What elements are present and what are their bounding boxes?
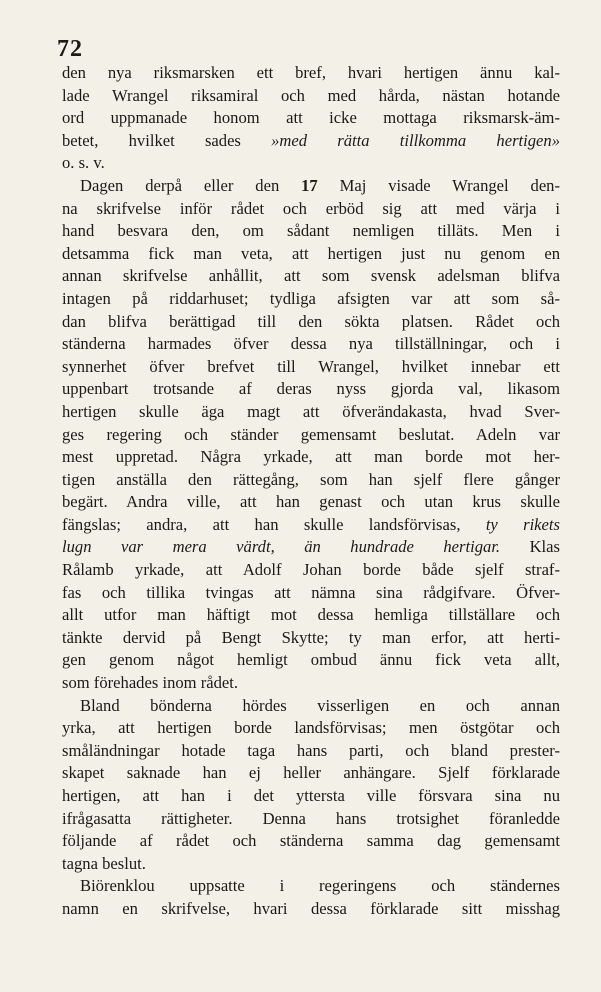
page-number: 72 <box>57 36 83 62</box>
text-line <box>62 627 560 650</box>
text-line <box>62 740 560 763</box>
text-line <box>62 424 560 447</box>
text-line <box>62 152 560 175</box>
text-line <box>62 491 560 514</box>
text-run: begärt. Andra ville, att han genast och utan krus skulle <box>62 492 560 512</box>
text-line <box>62 898 560 921</box>
text-run: ifrågasatta rättigheter. Denna hans trotsighet föranledde <box>62 808 560 828</box>
text-run: hertigen skulle äga magt att öfverändakasta, hvad Sver- <box>62 401 560 421</box>
text-line <box>62 469 560 492</box>
text-line <box>62 175 560 198</box>
text-line <box>62 604 560 627</box>
text-run: tagna beslut. <box>62 853 146 873</box>
text-line <box>62 808 560 831</box>
text-run: som förehades inom rådet. <box>62 673 239 693</box>
text-run: o. s. v. <box>62 153 105 173</box>
text-line <box>62 265 560 288</box>
text-line <box>62 536 560 559</box>
italic-text: ty rikets <box>485 514 560 534</box>
text-run: annan skrifvelse anhållit, att som svensk adelsman blifva <box>62 266 560 286</box>
text-line <box>62 695 560 718</box>
text-run: Dagen derpå eller den <box>80 175 302 195</box>
text-run: detsamma fick man veta, att hertigen just nu genom en <box>62 243 560 263</box>
text-run: Klas <box>500 537 560 557</box>
text-line <box>62 311 560 334</box>
text-line <box>62 288 560 311</box>
text-line <box>62 130 560 153</box>
text-line <box>62 62 560 85</box>
text-line <box>62 785 560 808</box>
text-run: hand besvara den, om sådant nemligen tilläts. Men i <box>62 221 560 241</box>
text-run: fängslas; andra, att han skulle landsförvisas, <box>62 514 486 534</box>
text-line <box>62 514 560 537</box>
text-line <box>62 582 560 605</box>
text-line <box>62 198 560 221</box>
text-run: följande af rådet och ständerna samma dag gemensamt <box>62 831 560 851</box>
text-run: synnerhet öfver brefvet till Wrangel, hvilket innebar ett <box>62 356 560 376</box>
italic-text: »med rätta tillkomma hertigen» <box>271 130 560 150</box>
text-run: allt utfor man häftigt mot dessa hemliga tillställare och <box>62 605 560 625</box>
text-run: na skrifvelse inför rådet och erböd sig att med värja i <box>62 198 560 218</box>
text-line <box>62 333 560 356</box>
text-run: Rålamb yrkade, att Adolf Johan borde både sjelf straf- <box>62 560 560 580</box>
text-run: tänkte dervid på Bengt Skytte; ty man erfor, att herti- <box>62 627 560 647</box>
text-run: uppenbart trotsande af deras nyss gjorda val, likasom <box>62 379 560 399</box>
text-line <box>62 378 560 401</box>
text-line <box>62 356 560 379</box>
text-run: ges regering och ständer gemensamt beslutat. Adeln var <box>62 424 560 444</box>
text-run: tigen anställa den rättegång, som han sjelf flere gånger <box>62 469 560 489</box>
text-run: Biörenklou uppsatte i regeringens och ständernes <box>80 876 560 896</box>
text-line <box>62 717 560 740</box>
bold-text: 17 <box>301 175 318 195</box>
text-run: dan blifva berättigad till den sökta platsen. Rådet och <box>62 311 560 331</box>
text-line <box>62 830 560 853</box>
text-line <box>62 85 560 108</box>
text-run: mest uppretad. Några yrkade, att man borde mot her- <box>62 447 560 467</box>
text-run: småländningar hotade taga hans parti, och bland prester- <box>62 740 560 760</box>
text-line <box>62 649 560 672</box>
text-run: hertigen, att han i det yttersta ville försvara sina nu <box>62 786 560 805</box>
text-run: Bland bönderna hördes visserligen en och annan <box>80 695 560 715</box>
text-line <box>62 243 560 266</box>
text-run: intagen på riddarhuset; tydliga afsigten var att som så- <box>62 288 560 308</box>
italic-text: lugn var mera värdt, än hundrade hertigar. <box>62 537 501 557</box>
text-run: namn en skrifvelse, hvari dessa förklarade sitt misshag <box>62 898 560 918</box>
text-line <box>62 559 560 582</box>
text-line <box>62 875 560 898</box>
text-line <box>62 672 560 695</box>
text-line <box>62 107 560 130</box>
text-run: gen genom något hemligt ombud ännu fick veta allt, <box>62 650 560 670</box>
text-run: ord uppmanade honom att icke mottaga riksmarsk-äm- <box>62 108 560 128</box>
text-run: fas och tillika tvingas att nämna sina rådgifvare. Öfver- <box>62 582 560 602</box>
text-run: betet, hvilket sades <box>62 130 272 150</box>
text-line <box>62 762 560 785</box>
text-run: lade Wrangel riksamiral och med hårda, nästan hotande <box>62 85 560 105</box>
text-run: den nya riksmarsken ett bref, hvari hertigen ännu kal- <box>62 63 560 82</box>
text-line <box>62 220 560 243</box>
text-line <box>62 401 560 424</box>
text-line <box>62 446 560 469</box>
body-text <box>62 62 560 921</box>
text-run: yrka, att hertigen borde landsförvisas; men östgötar och <box>62 718 560 738</box>
text-run: Maj visade Wrangel den- <box>317 175 560 195</box>
text-run: skapet saknade han ej heller anhängare. Sjelf förklarade <box>62 763 560 783</box>
text-run: ständerna harmades öfver dessa nya tillställningar, och i <box>62 334 560 354</box>
text-line <box>62 853 560 876</box>
